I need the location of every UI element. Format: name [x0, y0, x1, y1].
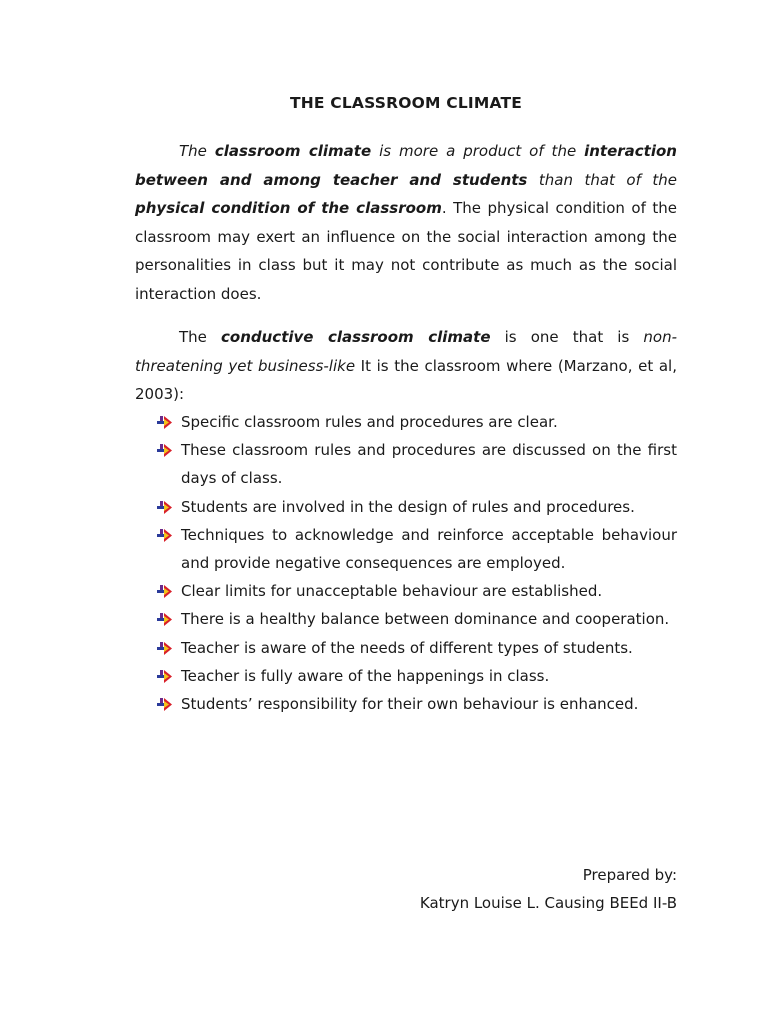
list-item-text: There is a healthy balance between dominance and cooperation.: [181, 610, 670, 629]
list-item: [157, 436, 677, 492]
arrow-bullet-icon: [157, 642, 172, 655]
document-page: [135, 0, 677, 1024]
text-segment: than that of the: [527, 170, 678, 189]
list-item: [157, 577, 677, 605]
arrow-bullet-icon: [157, 416, 172, 429]
list-item-text: Clear limits for unacceptable behaviour are established.: [181, 582, 603, 601]
list-item: [157, 634, 677, 662]
list-item-text: Students are involved in the design of rules and procedures.: [181, 497, 635, 516]
list-item-text: Teacher is fully aware of the happenings in class.: [181, 666, 550, 685]
prepared-by-label: Prepared by:: [582, 866, 677, 884]
arrow-bullet-icon: [157, 670, 172, 683]
emphasis-term: classroom climate: [214, 142, 372, 160]
list-item: [157, 521, 677, 577]
arrow-bullet-icon: [157, 529, 172, 542]
arrow-bullet-icon: [157, 698, 172, 711]
list-item-text: These classroom rules and procedures are discussed on the first days of class.: [181, 441, 677, 488]
text-segment: . The physical condition of the classroom may exert an influence on the social interaction among the personalities in class but it may not contribute as much as the social interaction does.: [135, 199, 677, 303]
list-item-text: Techniques to acknowledge and reinforce acceptable behaviour and provide negative consequences are employed.: [181, 525, 677, 573]
text-segment: It is the classroom where (Marzano, et al, 2003):: [135, 356, 677, 404]
author-name: Katryn Louise L. Causing BEEd II-B: [419, 894, 677, 912]
list-item: [157, 408, 677, 436]
text-segment: is one that is: [490, 328, 644, 346]
list-item: [157, 605, 677, 633]
page-title: THE CLASSROOM CLIMATE: [289, 94, 523, 112]
text-segment: is more a product of the: [371, 142, 585, 160]
arrow-bullet-icon: [157, 585, 172, 598]
list-item: [157, 662, 677, 690]
text-segment: The: [179, 142, 215, 160]
paragraph-classroom-climate: [135, 137, 677, 309]
emphasis-term: interaction between and among teacher and students: [135, 142, 677, 189]
text-segment: The: [179, 328, 222, 346]
paragraph-conductive-climate: [135, 323, 677, 409]
emphasis-term: non-threatening yet business-like: [135, 328, 678, 375]
arrow-bullet-icon: [157, 501, 172, 514]
bullet-list: [157, 408, 677, 718]
list-item-text: Students’ responsibility for their own behaviour is enhanced.: [181, 695, 639, 714]
arrow-bullet-icon: [157, 444, 172, 457]
list-item: [157, 493, 677, 521]
emphasis-term: conductive classroom climate: [221, 328, 491, 346]
list-item: [157, 690, 677, 718]
emphasis-term: physical condition of the classroom: [135, 199, 442, 218]
list-item-text: Specific classroom rules and procedures are clear.: [181, 413, 558, 431]
arrow-bullet-icon: [157, 613, 172, 626]
list-item-text: Teacher is aware of the needs of different types of students.: [181, 638, 633, 657]
